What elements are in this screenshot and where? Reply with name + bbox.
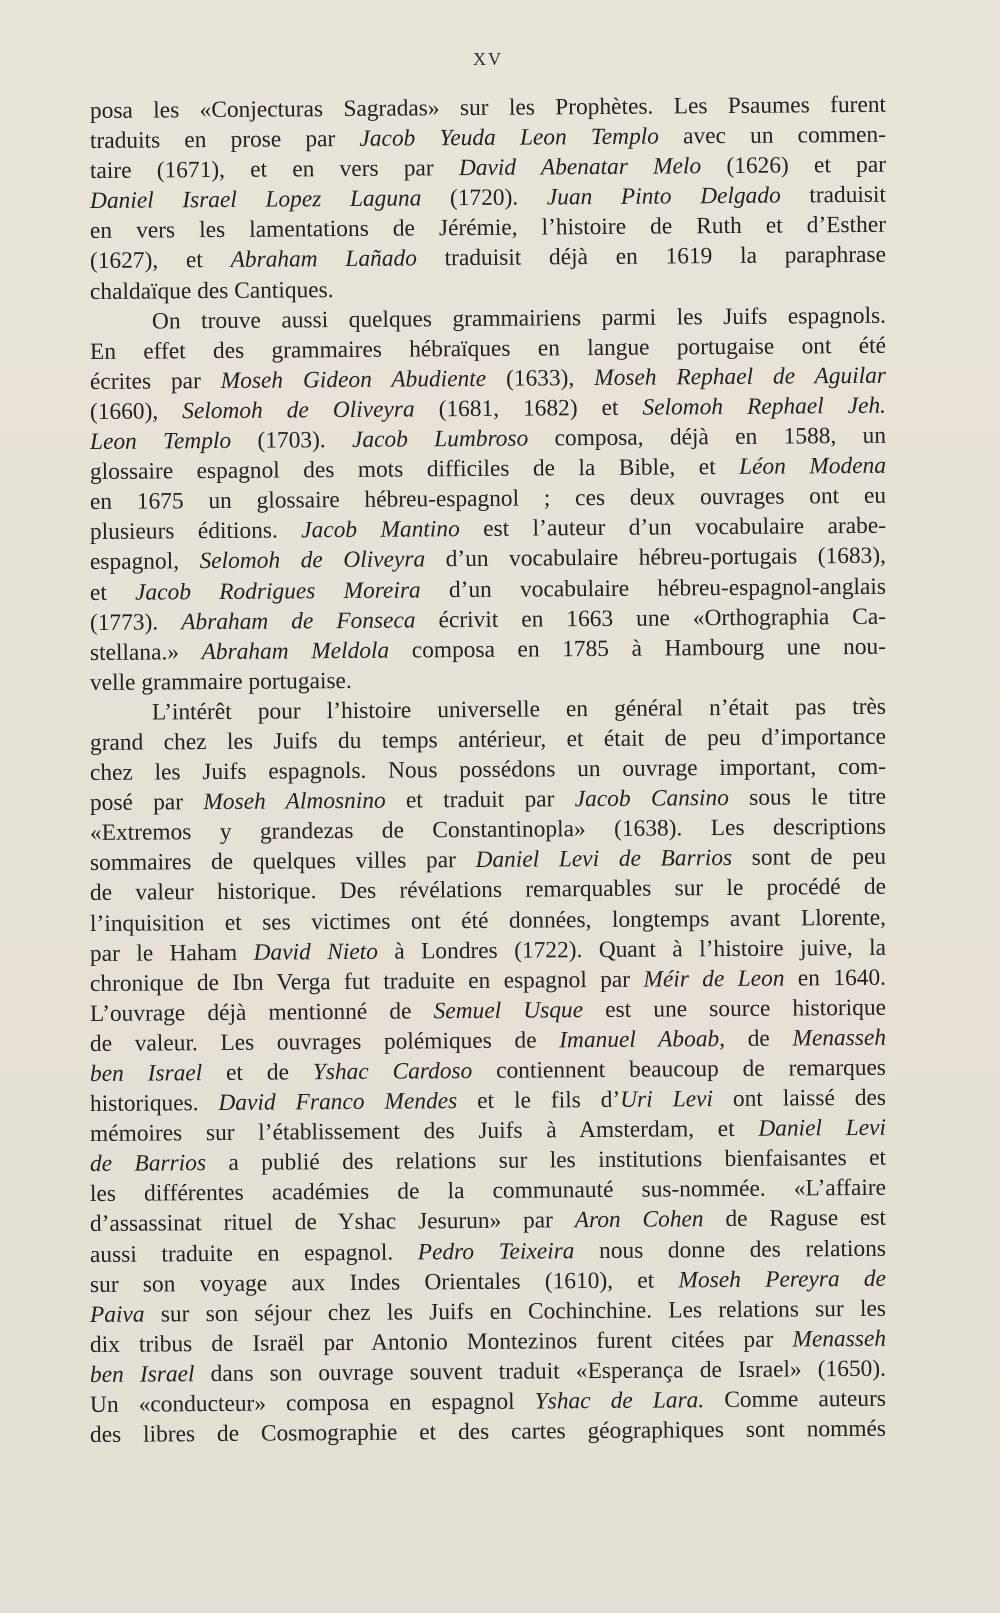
text-segment: les différentes académies de la communauté sus-nommée. «L’affaire <box>89 1175 887 1208</box>
text-segment: composa en 1785 à Hambourg une nou- <box>389 633 887 664</box>
text-segment: sur son voyage aux Indes Orientales (1610), et <box>89 1267 679 1298</box>
text-segment: écrites par <box>89 367 221 395</box>
text-segment: dix tribus de Israël par Antonio Montezinos furent citées par <box>89 1326 793 1358</box>
italic-name: Léon Modena <box>738 452 887 481</box>
italic-name: Abraham Lañado <box>230 245 417 274</box>
italic-name: Selomoh de Oliveyra <box>199 546 426 575</box>
italic-name: Menasseh <box>792 1024 887 1052</box>
italic-name: Moseh Rephael de Aguilar <box>594 362 887 391</box>
italic-name: Jacob Cansino <box>574 785 729 813</box>
italic-name: Imanuel Aboab, <box>559 1025 726 1054</box>
text-segment: (1626) et par <box>701 151 887 180</box>
text-segment: en 1640. <box>784 964 887 992</box>
text-segment: de valeur. Les ouvrages polémiques de <box>89 1027 560 1057</box>
italic-name: Juan Pinto Delgado <box>546 182 781 211</box>
italic-name: Jacob Lumbroso <box>351 425 529 453</box>
text-segment: espagnol, <box>89 548 200 576</box>
italic-name: Abraham de Fonseca <box>181 607 416 635</box>
text-segment: (1703). <box>231 426 353 454</box>
text-segment: et <box>89 579 136 606</box>
text-segment: d’assassinat rituel de Yshac Jesurun» par <box>89 1207 575 1238</box>
italic-name: David Franco Mendes <box>218 1088 458 1117</box>
text-segment: sommaires de quelques villes par <box>89 847 476 877</box>
text-segment: chronique de Ibn Verga fut traduite en espagnol par <box>89 966 644 997</box>
italic-name: Jacob Rodrigues Moreira <box>135 576 421 606</box>
text-segment: plusieurs éditions. <box>89 517 302 546</box>
text-segment: par le Haham <box>89 939 254 967</box>
italic-name: Daniel Israel Lopez Laguna <box>89 185 422 215</box>
text-segment: et traduit par <box>385 786 575 814</box>
italic-name: Moseh Gideon Abudiente <box>220 365 487 394</box>
italic-name: Moseh Pereyra de <box>678 1265 887 1294</box>
text-segment: est une source historique <box>582 994 887 1023</box>
text-segment: composa, déjà en 1588, un <box>528 422 887 452</box>
italic-name: Menasseh <box>792 1325 887 1353</box>
italic-name: Pedro Teixeira <box>417 1237 575 1265</box>
italic-name: Semuel Usque <box>433 996 584 1025</box>
italic-name: de Barrios <box>89 1150 207 1178</box>
text-segment: velle grammaire portugaise. <box>89 667 352 696</box>
text-segment: L’intérêt pour l’histoire universelle en général n’était pas très <box>151 693 887 726</box>
text-segment: «Extremos y grandezas de Constantinopla» (1638). Les descriptions <box>89 813 887 847</box>
text-segment: historiques. <box>89 1090 219 1118</box>
text-segment: ont laissé des <box>712 1084 887 1113</box>
text-segment: d’un vocabulaire hébreu-portugais (1683), <box>425 543 887 573</box>
text-segment: avec un commen- <box>658 121 887 150</box>
text-segment: a publié des relations sur les institutions bienfaisantes et <box>205 1145 887 1177</box>
text-segment: d’un vocabulaire hébreu-espagnol-anglais <box>420 573 887 603</box>
text-segment: aussi traduite en espagnol. <box>89 1238 418 1268</box>
text-segment: Comme auteurs <box>704 1385 887 1414</box>
italic-name: David Abenatar Melo <box>458 153 702 182</box>
text-segment: à Londres (1722). Quant à l’histoire juive, la <box>377 934 887 965</box>
text-segment: est l’auteur d’un vocabulaire arabe- <box>459 513 887 543</box>
text-segment: l’inquisition et ses victimes ont été données, longtemps avant Llorente, <box>89 904 887 937</box>
italic-name: Jacob Yeuda Leon Templo <box>359 123 660 152</box>
text-segment: (1660), <box>89 398 183 425</box>
text-segment: taire (1671), et en vers par <box>89 155 459 185</box>
text-segment: chez les Juifs espagnols. Nous possédons un ouvrage important, com- <box>89 753 887 787</box>
text-line <box>90 1414 886 1450</box>
italic-name: Aron Cohen <box>574 1206 704 1234</box>
italic-name: Paiva <box>89 1301 145 1328</box>
italic-name: Abraham Meldola <box>201 637 390 665</box>
italic-name: David Nieto <box>253 938 378 966</box>
italic-name: Yshac Cardoso <box>312 1057 473 1086</box>
italic-name: ben Israel <box>89 1361 195 1388</box>
text-segment: En effet des grammaires hébraïques en langue portugaise ont été <box>89 332 887 365</box>
text-segment: de Raguse est <box>703 1205 887 1233</box>
text-segment: dans son ouvrage souvent traduit «Esperança de Israel» (1650). <box>194 1355 887 1388</box>
text-segment: (1681, 1682) et <box>414 394 643 423</box>
text-segment: traduisit déjà en 1619 la paraphrase <box>416 242 887 272</box>
text-segment: nous donne des relations <box>574 1235 887 1264</box>
text-segment: stellana.» <box>89 638 202 666</box>
italic-name: Jacob Mantino <box>301 516 460 544</box>
text-segment: de <box>724 1025 793 1052</box>
italic-name: Selomoh de Oliveyra <box>182 396 415 425</box>
text-segment: de valeur historique. Des révélations remarquables sur le procédé de <box>89 874 887 907</box>
italic-name: Moseh Almosnino <box>203 787 386 816</box>
text-segment: L’ouvrage déjà mentionné de <box>89 998 434 1027</box>
italic-name: Daniel Levi de Barrios <box>475 845 733 874</box>
italic-name: Selomoh Rephael Jeh. <box>642 392 887 421</box>
text-segment: mémoires sur l’établissement des Juifs à Amsterdam, et <box>89 1115 759 1148</box>
italic-name: Yshac de Lara. <box>534 1387 705 1415</box>
italic-name: Méir de Leon <box>643 965 785 993</box>
body-text <box>89 91 887 1450</box>
text-segment: posé par <box>89 789 204 817</box>
text-segment: grand chez les Juifs du temps antérieur, et était de peu d’importance <box>89 723 887 756</box>
text-segment: glossaire espagnol des mots difficiles de la Bible, et <box>89 454 740 486</box>
text-segment: sous le titre <box>728 783 887 812</box>
text-segment: et de <box>202 1059 313 1087</box>
italic-name: Daniel Levi <box>758 1114 887 1142</box>
text-segment: (1633), <box>486 364 595 392</box>
text-segment: en vers les lamentations de Jérémie, l’histoire de Ruth et d’Esther <box>89 212 887 245</box>
text-segment: posa les «Conjecturas Sagradas» sur les Prophètes. Les Psaumes furent <box>89 91 887 124</box>
text-segment: chaldaïque des Cantiques. <box>89 276 334 305</box>
page-number: XV <box>473 49 503 69</box>
text-segment: (1773). <box>89 608 182 636</box>
text-segment: Un «conducteur» composa en espagnol <box>89 1388 535 1419</box>
text-segment: sur son séjour chez les Juifs en Cochinchine. Les relations sur les <box>144 1295 887 1328</box>
italic-name: Uri Levi <box>620 1086 714 1113</box>
text-segment: en 1675 un glossaire hébreu-espagnol ; ces deux ouvrages ont eu <box>89 482 887 516</box>
text-segment: des libres de Cosmographie et des cartes géographiques sont nommés <box>89 1415 887 1449</box>
text-segment: et le fils d’ <box>457 1086 621 1115</box>
text-segment: traduisit <box>780 182 887 209</box>
text-segment: On trouve aussi quelques grammairiens parmi les Juifs espagnols. <box>151 302 887 335</box>
text-segment: sont de peu <box>731 844 887 872</box>
text-segment: contiennent beaucoup de remarques <box>472 1054 887 1084</box>
italic-name: ben Israel <box>89 1060 203 1087</box>
text-segment: (1720). <box>421 184 547 212</box>
text-segment: (1627), et <box>89 247 231 275</box>
text-segment: traduits en prose par <box>89 125 360 155</box>
text-segment: écrivit en 1663 une «Orthographia Ca- <box>415 603 887 634</box>
italic-name: Leon Templo <box>89 427 232 456</box>
